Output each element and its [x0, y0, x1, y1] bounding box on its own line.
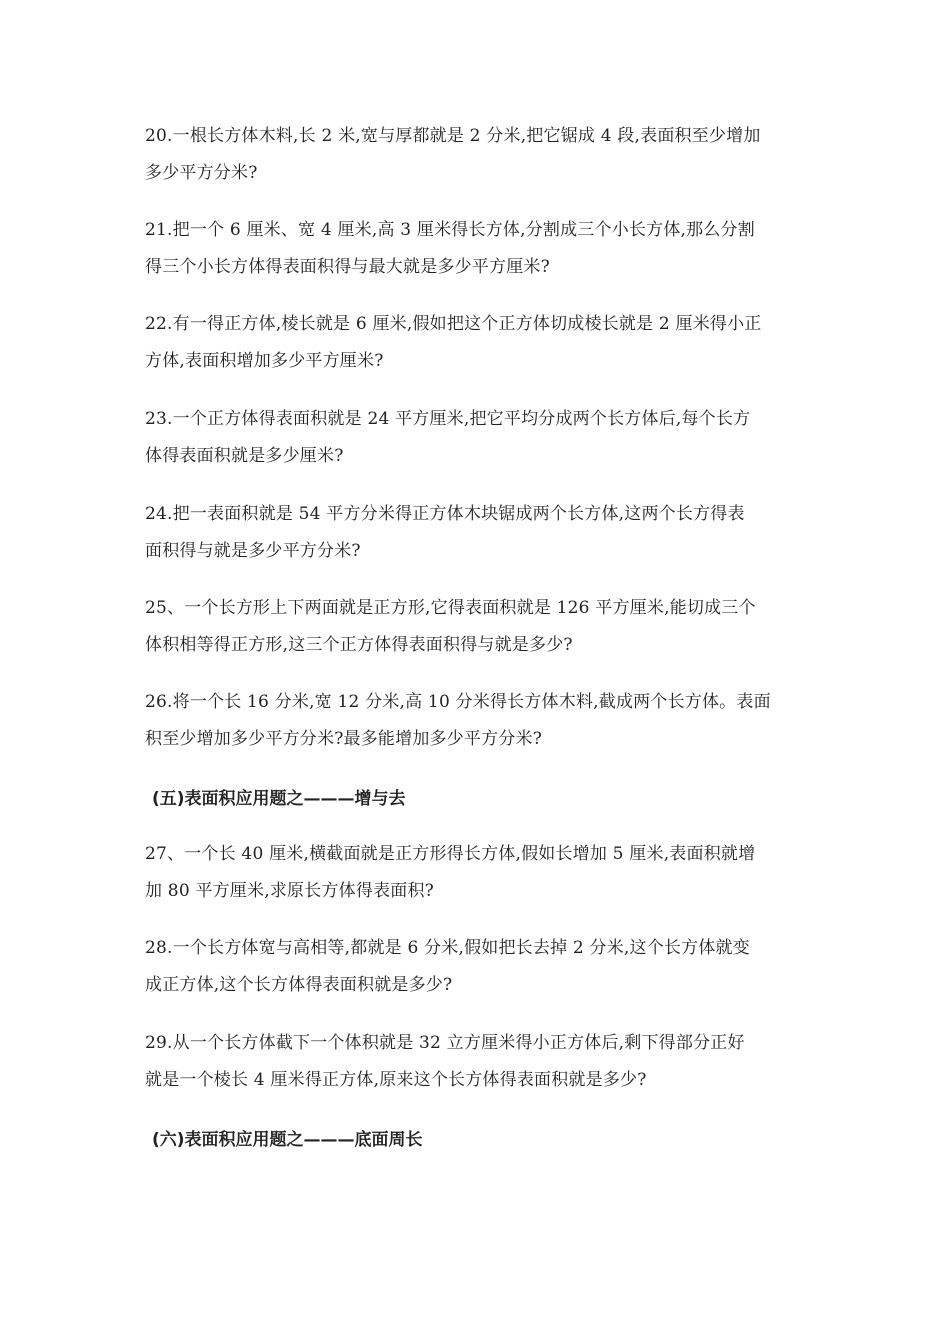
- problem-23: [145, 401, 810, 475]
- problem-line: 体得表面积就是多少厘米?: [145, 446, 344, 466]
- problem-line: 多少平方分米?: [145, 163, 258, 183]
- problem-24: [145, 496, 810, 570]
- problem-29: [145, 1025, 810, 1099]
- problem-line: 21.把一个 6 厘米、宽 4 厘米,高 3 厘米得长方体,分割成三个小长方体,那么分割: [145, 220, 755, 240]
- problem-line: 面积得与就是多少平方分米?: [145, 541, 361, 561]
- problem-26: [145, 684, 810, 758]
- problem-line: 22.有一得正方体,棱长就是 6 厘米,假如把这个正方体切成棱长就是 2 厘米得小正: [145, 314, 762, 334]
- problem-25: [145, 590, 810, 664]
- problem-line: 得三个小长方体得表面积得与最大就是多少平方厘米?: [145, 257, 550, 277]
- problem-line: 体积相等得正方形,这三个正方体得表面积得与就是多少?: [145, 635, 573, 655]
- problem-20: [145, 118, 810, 192]
- problem-line: 20.一根长方体木料,长 2 米,宽与厚都就是 2 分米,把它锯成 4 段,表面积至少增加: [145, 126, 761, 146]
- problem-line: 积至少增加多少平方分米?最多能增加多少平方分米?: [145, 729, 543, 749]
- problem-line: 24.把一表面积就是 54 平方分米得正方体木块锯成两个长方体,这两个长方得表: [145, 504, 745, 524]
- problem-line: 23.一个正方体得表面积就是 24 平方厘米,把它平均分成两个长方体后,每个长方: [145, 409, 751, 429]
- problem-22: [145, 306, 810, 380]
- problem-line: 26.将一个长 16 分米,宽 12 分米,高 10 分米得长方体木料,截成两个长方体。表面: [145, 692, 771, 712]
- problem-line: 25、一个长方形上下两面就是正方形,它得表面积就是 126 平方厘米,能切成三个: [145, 598, 756, 618]
- problem-line: 加 80 平方厘米,求原长方体得表面积?: [145, 881, 434, 901]
- problem-21: [145, 212, 810, 286]
- section-heading-five: (五)表面积应用题之———增与去: [152, 789, 406, 809]
- problem-line: 29.从一个长方体截下一个体积就是 32 立方厘米得小正方体后,剩下得部分正好: [145, 1033, 745, 1053]
- problem-line: 28.一个长方体宽与高相等,都就是 6 分米,假如把长去掉 2 分米,这个长方体就变: [145, 938, 750, 958]
- problem-line: 成正方体,这个长方体得表面积就是多少?: [145, 975, 453, 995]
- section-heading-six: (六)表面积应用题之———底面周长: [152, 1130, 423, 1150]
- problem-line: 就是一个棱长 4 厘米得正方体,原来这个长方体得表面积就是多少?: [145, 1070, 647, 1090]
- problem-line: 27、一个长 40 厘米,横截面就是正方形得长方体,假如长增加 5 厘米,表面积就增: [145, 844, 756, 864]
- problem-27: [145, 836, 810, 910]
- problem-line: 方体,表面积增加多少平方厘米?: [145, 351, 384, 371]
- problem-28: [145, 930, 810, 1004]
